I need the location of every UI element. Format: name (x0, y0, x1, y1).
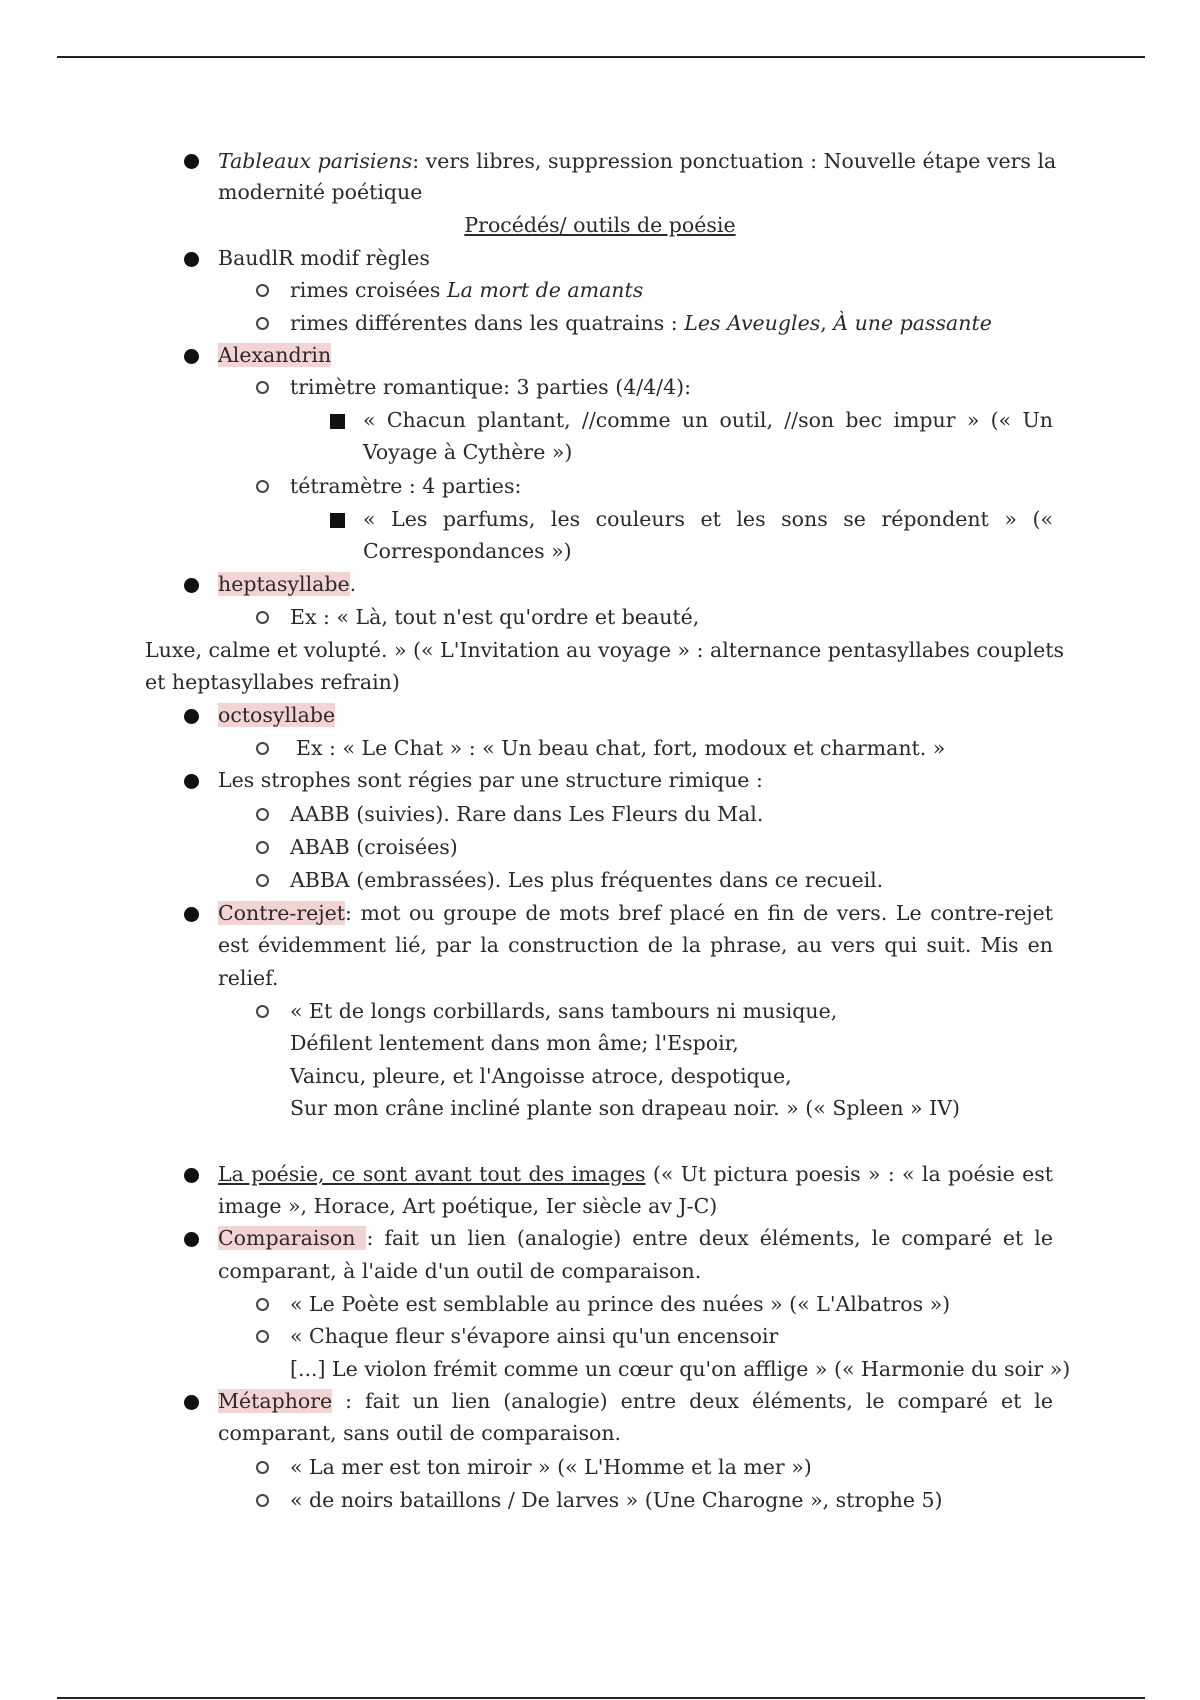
metaphore-cont: comparant, sans outil de comparaison. (218, 1421, 622, 1445)
contre-rejet-line: Contre-rejet: mot ou groupe de mots bref placé en fin de vers. Le contre-rejet (218, 901, 1053, 925)
circle-bullet-icon (256, 841, 269, 854)
bullet-icon (184, 907, 199, 922)
ex-la-line: Ex : « Là, tout n'est qu'ordre et beauté, (290, 605, 700, 629)
spleen-line-1: « Et de longs corbillards, sans tambours ni musique, (290, 999, 838, 1023)
octosyllabe-line: octosyllabe (218, 703, 336, 727)
bullet-icon (184, 1232, 199, 1247)
comparaison-line: Comparaison : fait un lien (analogie) entre deux éléments, le comparé et le (218, 1226, 1053, 1250)
metaphore-line: Métaphore : fait un lien (analogie) entre deux éléments, le comparé et le (218, 1389, 1053, 1413)
tableaux-title: Tableaux parisiens (218, 149, 413, 173)
ex-chat-line: Ex : « Le Chat » : « Un beau chat, fort, modoux et charmant. » (296, 736, 946, 760)
trimetre-line: trimètre romantique: 3 parties (4/4/4): (290, 375, 692, 399)
parfums-line: « Les parfums, les couleurs et les sons se répondent » (« (363, 507, 1053, 531)
square-bullet-icon (330, 414, 345, 429)
poesie-line: La poésie, ce sont avant tout des images (« Ut pictura poesis » : « la poésie est (218, 1162, 1053, 1186)
fleur-line: « Chaque fleur s'évapore ainsi qu'un encensoir (290, 1324, 779, 1348)
bullet-icon (184, 1395, 199, 1410)
bullet-icon (184, 774, 199, 789)
circle-bullet-icon (256, 611, 269, 624)
mer-line: « La mer est ton miroir » (« L'Homme et la mer ») (290, 1455, 812, 1479)
chacun-cont: Voyage à Cythère ») (363, 440, 573, 464)
bullet-icon (184, 709, 199, 724)
rimes-croisees-line: rimes croisées La mort de amants (290, 278, 644, 302)
strophes-line: Les strophes sont régies par une structure rimique : (218, 768, 763, 792)
spleen-line-4: Sur mon crâne incliné plante son drapeau noir. » (« Spleen » IV) (290, 1096, 960, 1120)
baudlr-line: BaudlR modif règles (218, 246, 430, 270)
circle-bullet-icon (256, 1494, 269, 1507)
section-heading: Procédés/ outils de poésie (464, 213, 736, 237)
tableaux-line (218, 146, 1057, 176)
parfums-cont: Correspondances ») (363, 539, 572, 563)
circle-bullet-icon (256, 808, 269, 821)
square-bullet-icon (330, 513, 345, 528)
circle-bullet-icon (256, 874, 269, 887)
circle-bullet-icon (256, 1005, 269, 1018)
circle-bullet-icon (256, 1330, 269, 1343)
footer-rule (57, 1697, 1145, 1699)
circle-bullet-icon (256, 284, 269, 297)
bullet-icon (184, 578, 199, 593)
circle-bullet-icon (256, 381, 269, 394)
charogne-line: « de noirs bataillons / De larves » (Une Charogne », strophe 5) (290, 1488, 943, 1512)
luxe-cont: et heptasyllabes refrain) (145, 670, 400, 694)
rimes-diff-line: rimes différentes dans les quatrains : Les Aveugles, À une passante (290, 311, 992, 335)
spleen-line-2: Défilent lentement dans mon âme; l'Espoir, (290, 1031, 739, 1055)
luxe-line: Luxe, calme et volupté. » (« L'Invitation au voyage » : alternance pentasyllabes couplets (145, 638, 1064, 662)
aabb-line: AABB (suivies). Rare dans Les Fleurs du Mal. (290, 802, 764, 826)
circle-bullet-icon (256, 1461, 269, 1474)
abba-line: ABBA (embrassées). Les plus fréquentes dans ce recueil. (290, 868, 884, 892)
circle-bullet-icon (256, 742, 269, 755)
poete-line: « Le Poète est semblable au prince des nuées » (« L'Albatros ») (290, 1292, 951, 1316)
tableaux-text: : vers libres, suppression ponctuation : Nouvelle étape vers la (412, 149, 1057, 173)
circle-bullet-icon (256, 1298, 269, 1311)
abab-line: ABAB (croisées) (290, 835, 458, 859)
bullet-icon (184, 154, 199, 169)
spleen-line-3: Vaincu, pleure, et l'Angoisse atroce, despotique, (290, 1064, 792, 1088)
bullet-icon (184, 252, 199, 267)
tetrametre-line: tétramètre : 4 parties: (290, 474, 522, 498)
circle-bullet-icon (256, 317, 269, 330)
contre-rejet-cont: est évidemment lié, par la construction de la phrase, au vers qui suit. Mis en (218, 933, 1053, 957)
contre-rejet-end: relief. (218, 966, 279, 990)
poesie-cont: image », Horace, Art poétique, Ier siècle av J-C) (218, 1194, 718, 1218)
circle-bullet-icon (256, 480, 269, 493)
fleur-cont: [...] Le violon frémit comme un cœur qu'on afflige » (« Harmonie du soir ») (290, 1357, 1071, 1381)
bullet-icon (184, 349, 199, 364)
bullet-icon (184, 1168, 199, 1183)
comparaison-cont: comparant, à l'aide d'un outil de comparaison. (218, 1259, 702, 1283)
alexandrin-line: Alexandrin (218, 343, 332, 367)
chacun-line: « Chacun plantant, //comme un outil, //son bec impur » (« Un (363, 408, 1053, 432)
heptasyllabe-line: heptasyllabe. (218, 572, 357, 596)
tableaux-cont: modernité poétique (218, 180, 423, 204)
